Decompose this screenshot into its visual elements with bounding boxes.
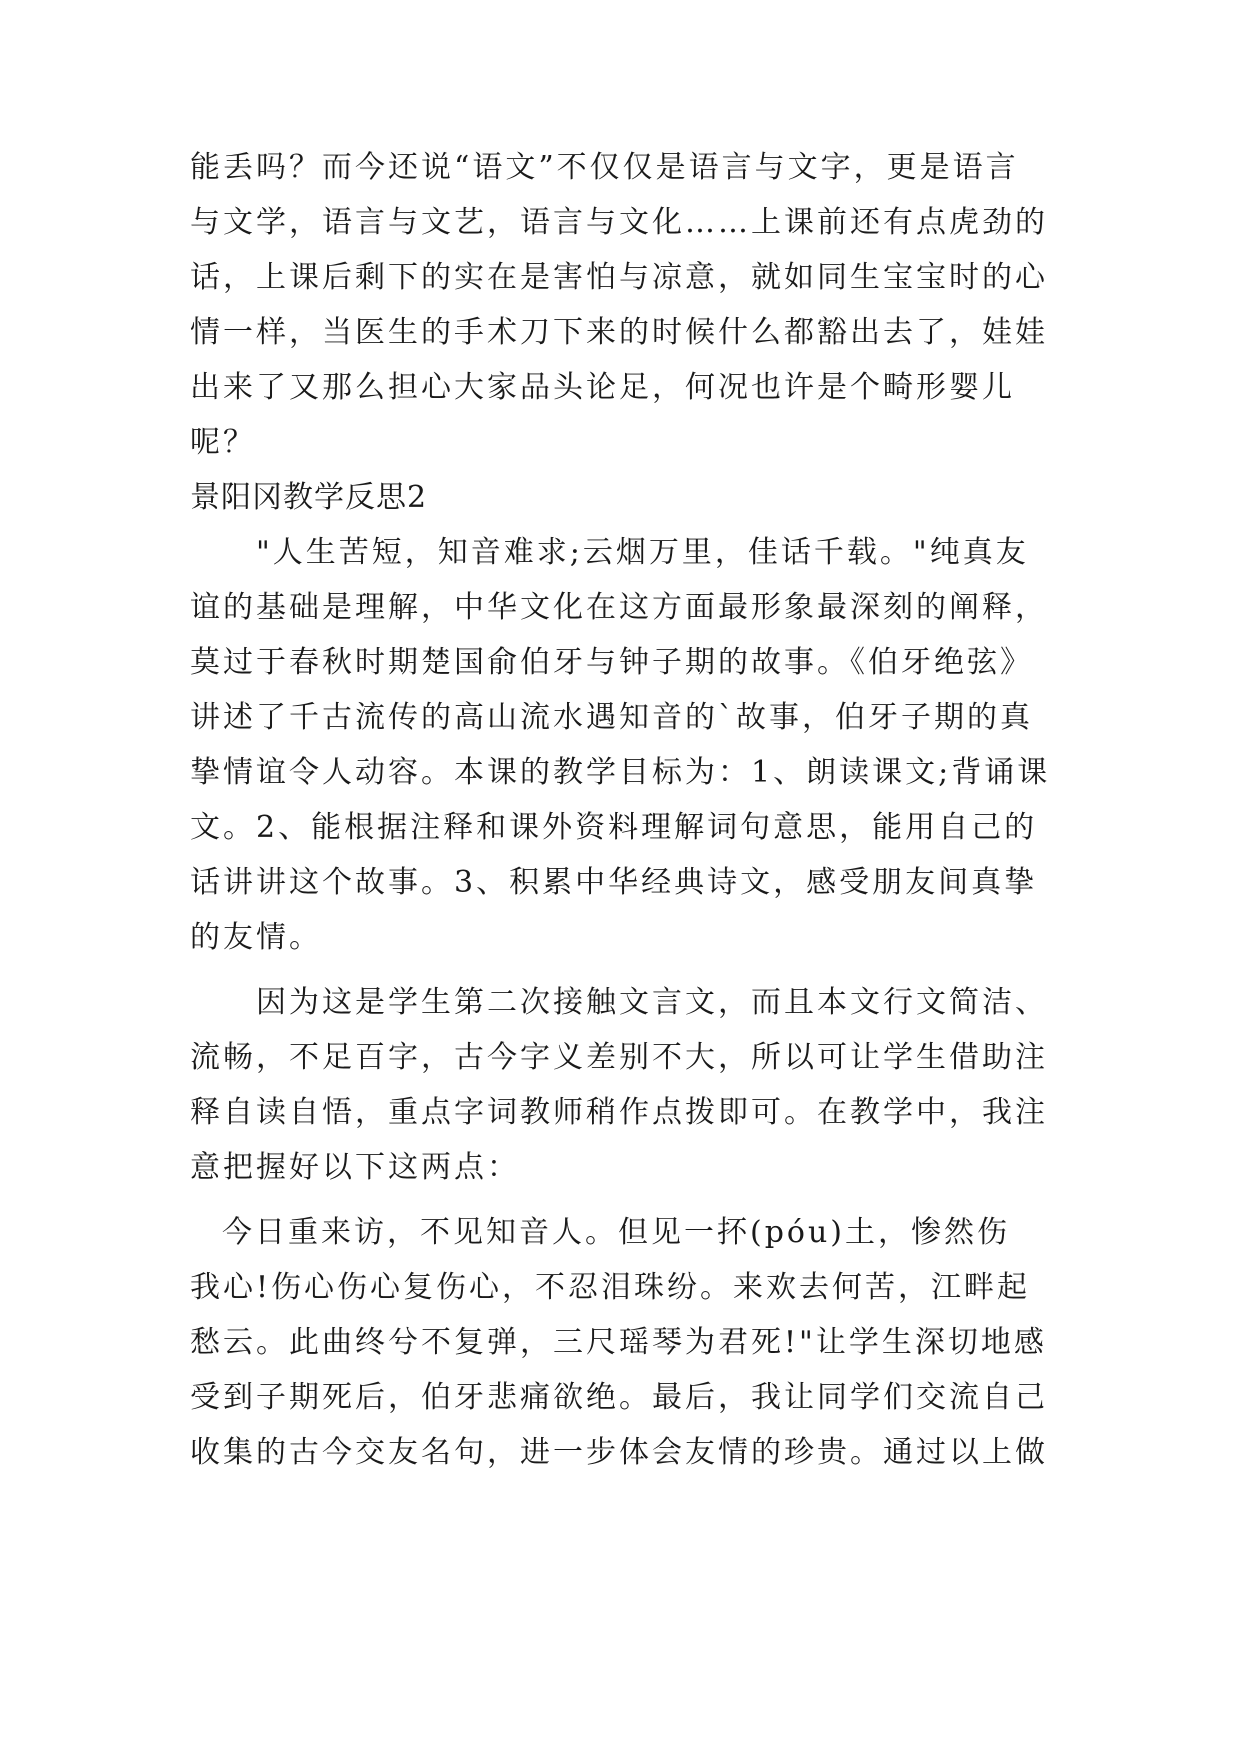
text-line: 能丢吗？而今还说“语文”不仅仅是语言与文字，更是语言 bbox=[190, 150, 1019, 185]
section-title: 景阳冈教学反思2 bbox=[190, 480, 428, 515]
text-line: 谊的基础是理解，中华文化在这方面最形象最深刻的阐释， bbox=[190, 590, 1048, 625]
text-line: 出来了又那么担心大家品头论足，何况也许是个畸形婴儿 bbox=[190, 370, 1015, 405]
text-line: 的友情。 bbox=[190, 920, 322, 955]
text-line: 讲述了千古流传的高山流水遇知音的`故事，伯牙子期的真 bbox=[190, 700, 1033, 735]
text-line: 情一样，当医生的手术刀下来的时候什么都豁出去了，娃娃 bbox=[190, 315, 1048, 350]
text-line: 流畅，不足百字，古今字义差别不大，所以可让学生借助注 bbox=[190, 1040, 1048, 1075]
text-line: 呢？ bbox=[190, 425, 256, 460]
text-line: 话讲讲这个故事。3、积累中华经典诗文，感受朋友间真挚 bbox=[190, 865, 1038, 900]
text-line: 今日重来访，不见知音人。但见一抔(póu)土，惨然伤 bbox=[222, 1215, 1010, 1250]
text-line: 受到子期死后，伯牙悲痛欲绝。最后，我让同学们交流自己 bbox=[190, 1380, 1048, 1415]
text-line: 愁云。此曲终兮不复弹，三尺瑶琴为君死!"让学生深切地感 bbox=[190, 1325, 1047, 1360]
text-line: 话，上课后剩下的实在是害怕与凉意，就如同生宝宝时的心 bbox=[190, 260, 1048, 295]
text-line: "人生苦短，知音难求;云烟万里，佳话千载。"纯真友 bbox=[256, 535, 1029, 570]
text-line: 莫过于春秋时期楚国俞伯牙与钟子期的故事。《伯牙绝弦》 bbox=[190, 645, 1033, 680]
text-line: 因为这是学生第二次接触文言文，而且本文行文简洁、 bbox=[256, 985, 1048, 1020]
text-line: 收集的古今交友名句，进一步体会友情的珍贵。通过以上做 bbox=[190, 1435, 1048, 1470]
text-line: 文。2、能根据注释和课外资料理解词句意思，能用自己的 bbox=[190, 810, 1038, 845]
text-line: 释自读自悟，重点字词教师稍作点拨即可。在教学中，我注 bbox=[190, 1095, 1048, 1130]
text-line: 与文学，语言与文艺，语言与文化……上课前还有点虎劲的 bbox=[190, 205, 1048, 240]
text-line: 挚情谊令人动容。本课的教学目标为：1、朗读课文;背诵课 bbox=[190, 755, 1051, 790]
text-line: 我心!伤心伤心复伤心，不忍泪珠纷。来欢去何苦，江畔起 bbox=[190, 1270, 1031, 1305]
text-line: 意把握好以下这两点： bbox=[190, 1150, 520, 1185]
